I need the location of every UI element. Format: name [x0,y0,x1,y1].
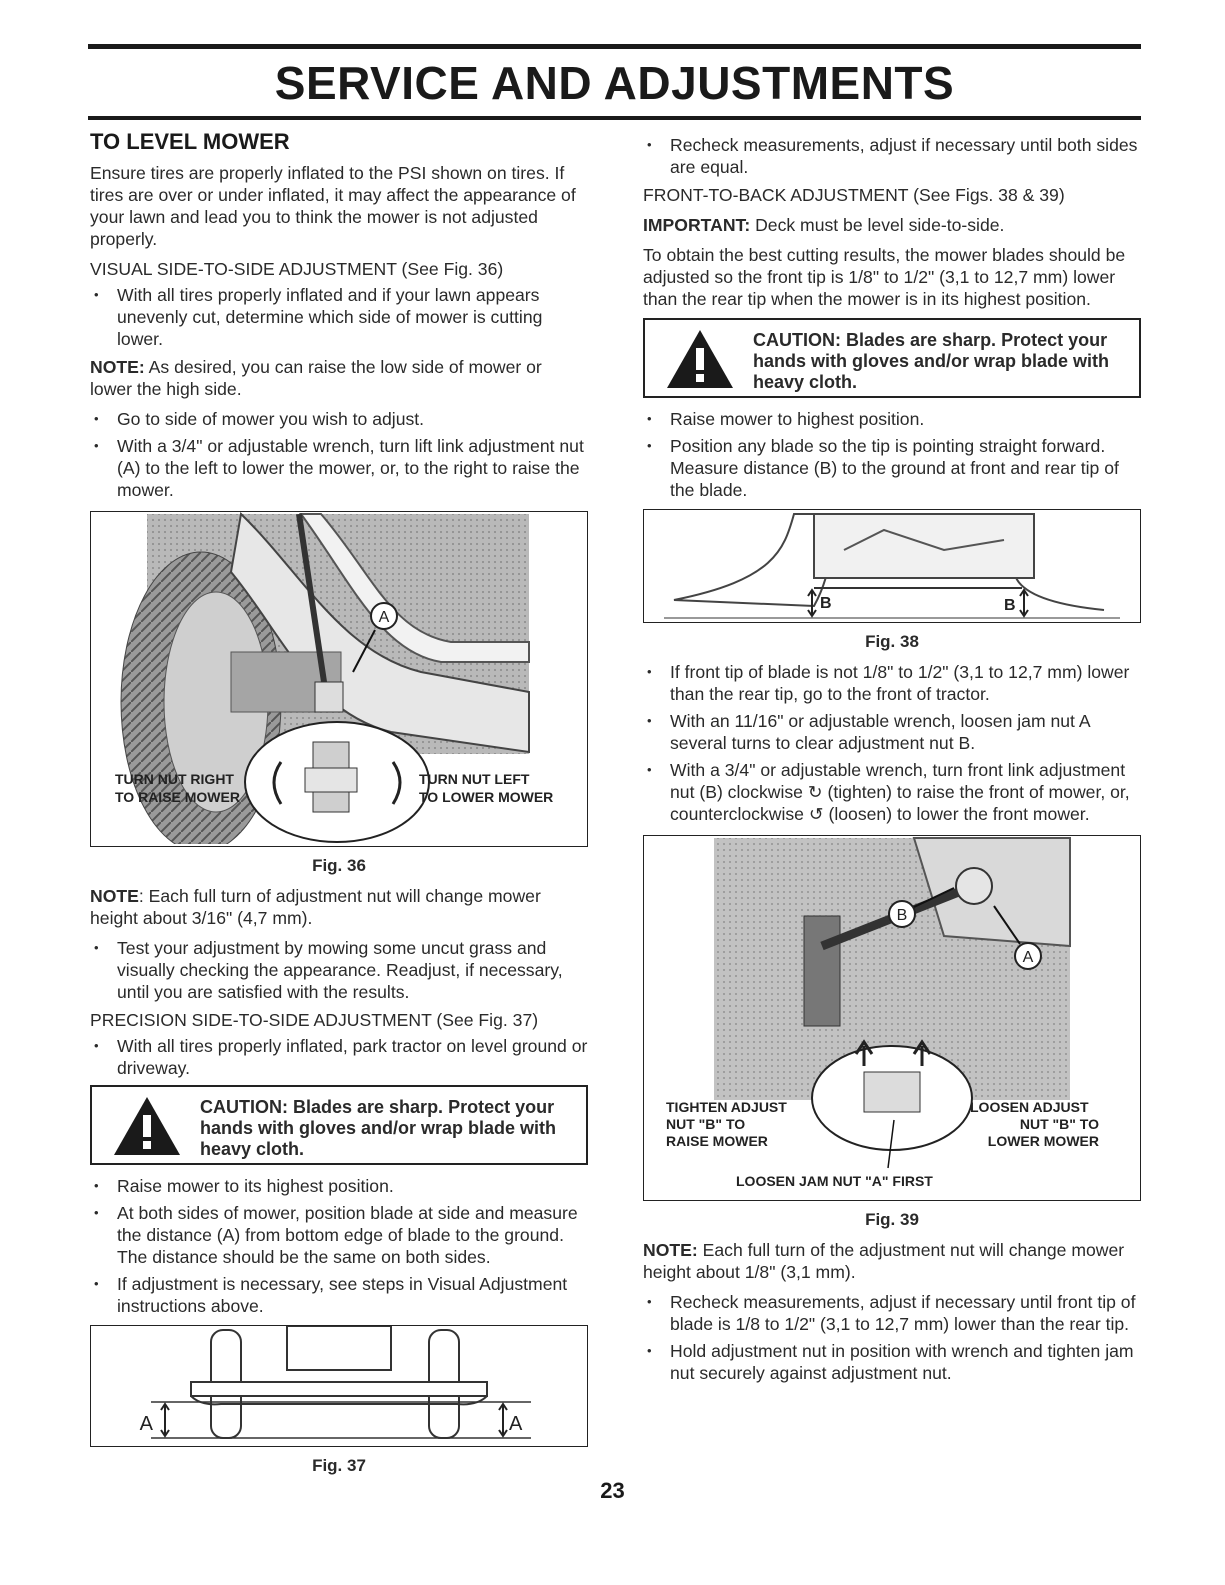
note-text: : Each full turn of adjustment nut will change mower height about 3/16" (4,7 mm). [90,886,541,928]
precision-steps-2 [90,1175,588,1317]
list-item: • Test your adjustment by mowing some uncut grass and visually checking the appearance. Readjust, if necessary, until you are satisfied with the results. [90,937,588,1003]
loosen-label-3: LOWER MOWER [987,1133,1099,1149]
list-item: • Raise mower to its highest position. [90,1175,588,1197]
warning-icon [665,328,735,390]
section-heading: TO LEVEL MOWER [90,129,290,154]
warning-icon [112,1095,182,1157]
right-column [643,134,1141,1390]
tighten-label-3: RAISE MOWER [666,1133,768,1149]
note-paragraph [643,1239,1141,1283]
list-item: • Recheck measurements, adjust if necessary until front tip of blade is 1/8 to 1/2" (3,1 to 12,7 mm) lower than the rear tip. [643,1291,1141,1335]
figure-39-caption: Fig. 39 [865,1210,919,1229]
step-text: With a 3/4" or adjustable wrench, turn front link adjustment nut (B) clockwise [670,760,1126,802]
list-item: • At both sides of mower, position blade at side and measure the distance (A) from bottom edge of blade to the ground. The distance should be the same on both sides. [90,1202,588,1268]
list-item [643,759,1141,825]
note-text: As desired, you can raise the low side of mower or lower the high side. [90,357,542,399]
note-paragraph [90,356,588,400]
turn-right-label-2: TO RAISE MOWER [115,789,240,805]
jam-nut-label: LOOSEN JAM NUT "A" FIRST [736,1173,933,1189]
list-item: • Recheck measurements, adjust if necessary until both sides are equal. [643,134,1141,178]
list-item: • Raise mower to highest position. [643,408,1141,430]
note-paragraph [90,885,588,929]
right-steps-2 [643,408,1141,501]
header-rule-bottom [88,116,1141,120]
callout-b: B [896,907,908,924]
label-a-right: A [509,1413,523,1435]
callout-a: A [378,609,390,626]
figure-37-illustration [91,1326,587,1444]
tighten-label-1: TIGHTEN ADJUST [666,1099,787,1115]
step-text: (tighten) to raise the front of mower, or, counterclockwise [670,782,1130,824]
list-item: • Position any blade so the tip is pointing straight forward. Measure distance (B) to the ground at front and rear tip of the blade. [643,435,1141,501]
figure-36-illustration [91,512,587,844]
figure-38-caption: Fig. 38 [865,632,919,651]
visual-steps-1 [90,284,588,350]
important-text: Deck must be level side-to-side. [750,215,1005,235]
page-title: SERVICE AND ADJUSTMENTS [274,57,955,109]
list-item: • With an 11/16" or adjustable wrench, loosen jam nut A several turns to clear adjustment nut B. [643,710,1141,754]
figure-36-caption: Fig. 36 [312,856,366,875]
front-to-back-heading: FRONT-TO-BACK ADJUSTMENT (See Figs. 38 & 39) [643,185,1065,205]
precision-steps-1 [90,1035,588,1079]
turn-left-label-1: TURN NUT LEFT [419,771,530,787]
page-number: 23 [600,1478,625,1503]
label-b-rear: B [1004,597,1016,614]
caution-text: CAUTION: Blades are sharp. Protect your hands with gloves and/or wrap blade with heavy cloth. [753,330,1110,392]
precision-adjustment-heading: PRECISION SIDE-TO-SIDE ADJUSTMENT (See Fig. 37) [90,1010,539,1030]
visual-steps-2 [90,408,588,501]
label-b-front: B [820,595,832,612]
front-to-back-paragraph: To obtain the best cutting results, the mower blades should be adjusted so the front tip is 1/8" to 1/2" (3,1 to 12,7 mm) lower than the rear tip when the mower is in its highest position. [643,245,1126,309]
counterclockwise-icon: ↺ [808,804,824,824]
caution-text: CAUTION: Blades are sharp. Protect your hands with gloves and/or wrap blade with heavy cloth. [200,1097,557,1159]
clockwise-icon: ↻ [807,782,823,802]
list-item: • Hold adjustment nut in position with wrench and tighten jam nut securely against adjustment nut. [643,1340,1141,1384]
turn-right-label-1: TURN NUT RIGHT [115,771,234,787]
label-a-left: A [139,1413,153,1435]
figure-37 [90,1325,588,1447]
figure-36 [90,511,588,847]
visual-steps-3 [90,937,588,1003]
list-item: • With all tires properly inflated, park tractor on level ground or driveway. [90,1035,588,1079]
figure-38-illustration [644,510,1140,620]
list-item: • With a 3/4" or adjustable wrench, turn lift link adjustment nut (A) to the left to lower the mower, or, to the right to raise the mower. [90,435,588,501]
figure-37-caption: Fig. 37 [312,1456,366,1475]
header-rule-top [88,44,1141,49]
caution-box [643,318,1141,398]
figure-39 [643,835,1141,1201]
note-label: NOTE: [90,357,145,377]
intro-paragraph: Ensure tires are properly inflated to the PSI shown on tires. If tires are over or under inflated, it may affect the appearance of your lawn and lead you to think the mower is not adjusted properly. [90,163,576,249]
figure-39-illustration [644,836,1140,1198]
list-item: • Go to side of mower you wish to adjust. [90,408,588,430]
turn-left-label-2: TO LOWER MOWER [419,789,554,805]
note-label: NOTE [90,886,139,906]
tighten-label-2: NUT "B" TO [666,1116,746,1132]
callout-a: A [1022,949,1034,966]
right-steps-4 [643,1291,1141,1384]
visual-adjustment-heading: VISUAL SIDE-TO-SIDE ADJUSTMENT (See Fig. 36) [90,259,504,279]
right-steps-3 [643,661,1141,825]
list-item: • If front tip of blade is not 1/8" to 1/2" (3,1 to 12,7 mm) lower than the rear tip, go to the front of tractor. [643,661,1141,705]
note-text: Each full turn of the adjustment nut will change mower height about 1/8" (3,1 mm). [643,1240,1125,1282]
right-steps-1 [643,134,1141,178]
left-column [90,128,588,1485]
loosen-label-2: NUT "B" TO [1019,1116,1099,1132]
caution-box [90,1085,588,1165]
loosen-label-1: LOOSEN ADJUST [970,1099,1089,1115]
note-label: NOTE: [643,1240,698,1260]
figure-38 [643,509,1141,623]
important-paragraph [643,214,1141,236]
important-label: IMPORTANT: [643,215,751,235]
step-text: (loosen) to lower the front mower. [823,804,1090,824]
list-item: • With all tires properly inflated and if your lawn appears unevenly cut, determine which side of mower is cutting lower. [90,284,588,350]
list-item: • If adjustment is necessary, see steps in Visual Adjustment instructions above. [90,1273,588,1317]
